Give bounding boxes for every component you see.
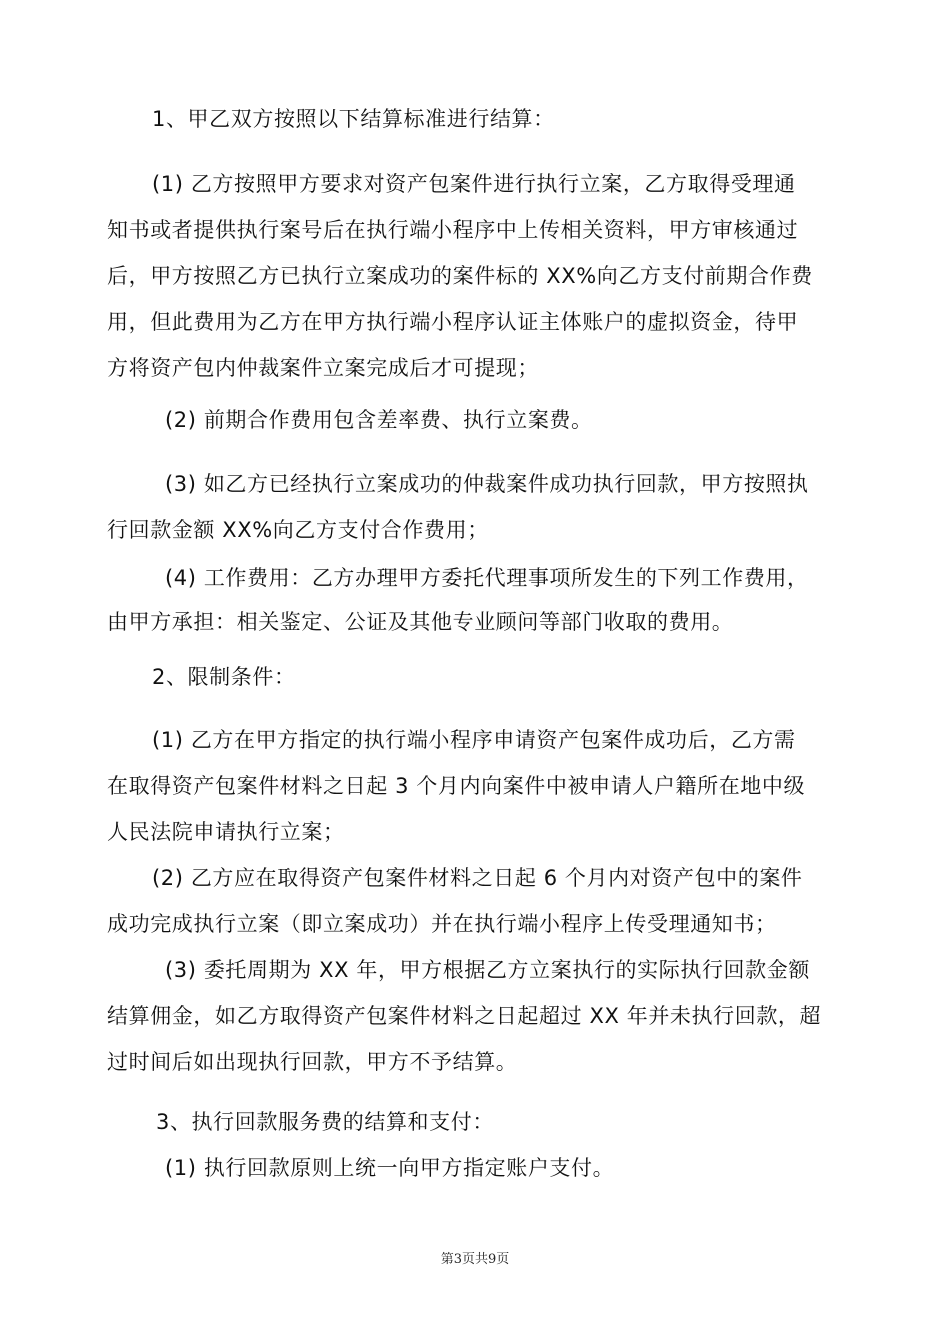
paragraph-line: 行回款金额 XX%向乙方支付合作费用；	[107, 518, 489, 542]
paragraph-line: 由甲方承担：相关鉴定、公证及其他专业顾问等部门收取的费用。	[107, 610, 734, 634]
section-2-heading: 2、限制条件：	[152, 665, 296, 689]
paragraph-line: 在取得资产包案件材料之日起 3 个月内向案件中被申请人户籍所在地中级	[107, 774, 806, 798]
paragraph-line: (2) 前期合作费用包含差率费、执行立案费。	[165, 408, 593, 432]
paragraph-line: 用，但此费用为乙方在甲方执行端小程序认证主体账户的虚拟资金，待甲	[107, 310, 799, 334]
paragraph-line: 后，甲方按照乙方已执行立案成功的案件标的 XX%向乙方支付前期合作费	[107, 264, 813, 288]
paragraph-line: 过时间后如出现执行回款，甲方不予结算。	[107, 1050, 518, 1074]
paragraph-line: 成功完成执行立案（即立案成功）并在执行端小程序上传受理通知书；	[107, 912, 777, 936]
page-number: 第3页共9页	[440, 1252, 510, 1267]
paragraph-line: 结算佣金，如乙方取得资产包案件材料之日起超过 XX 年并未执行回款，超	[107, 1004, 822, 1028]
paragraph-line: (1) 乙方按照甲方要求对资产包案件进行执行立案，乙方取得受理通	[152, 172, 796, 196]
paragraph-line: 人民法院申请执行立案；	[107, 820, 345, 844]
paragraph-line: (4) 工作费用：乙方办理甲方委托代理事项所发生的下列工作费用，	[165, 566, 809, 590]
paragraph-line: (3) 如乙方已经执行立案成功的仲裁案件成功执行回款，甲方按照执	[165, 472, 809, 496]
section-1-heading: 1、甲乙双方按照以下结算标准进行结算：	[152, 107, 555, 131]
paragraph-line: 方将资产包内仲裁案件立案完成后才可提现；	[107, 356, 539, 380]
paragraph-line: 知书或者提供执行案号后在执行端小程序中上传相关资料，甲方审核通过	[107, 218, 799, 242]
paragraph-line: (3) 委托周期为 XX 年，甲方根据乙方立案执行的实际执行回款金额	[165, 958, 810, 982]
paragraph-line: (1) 执行回款原则上统一向甲方指定账户支付。	[165, 1156, 615, 1180]
paragraph-line: (2) 乙方应在取得资产包案件材料之日起 6 个月内对资产包中的案件	[152, 866, 803, 890]
section-3-heading: 3、执行回款服务费的结算和支付：	[156, 1110, 494, 1134]
paragraph-line: (1) 乙方在甲方指定的执行端小程序申请资产包案件成功后，乙方需	[152, 728, 796, 752]
